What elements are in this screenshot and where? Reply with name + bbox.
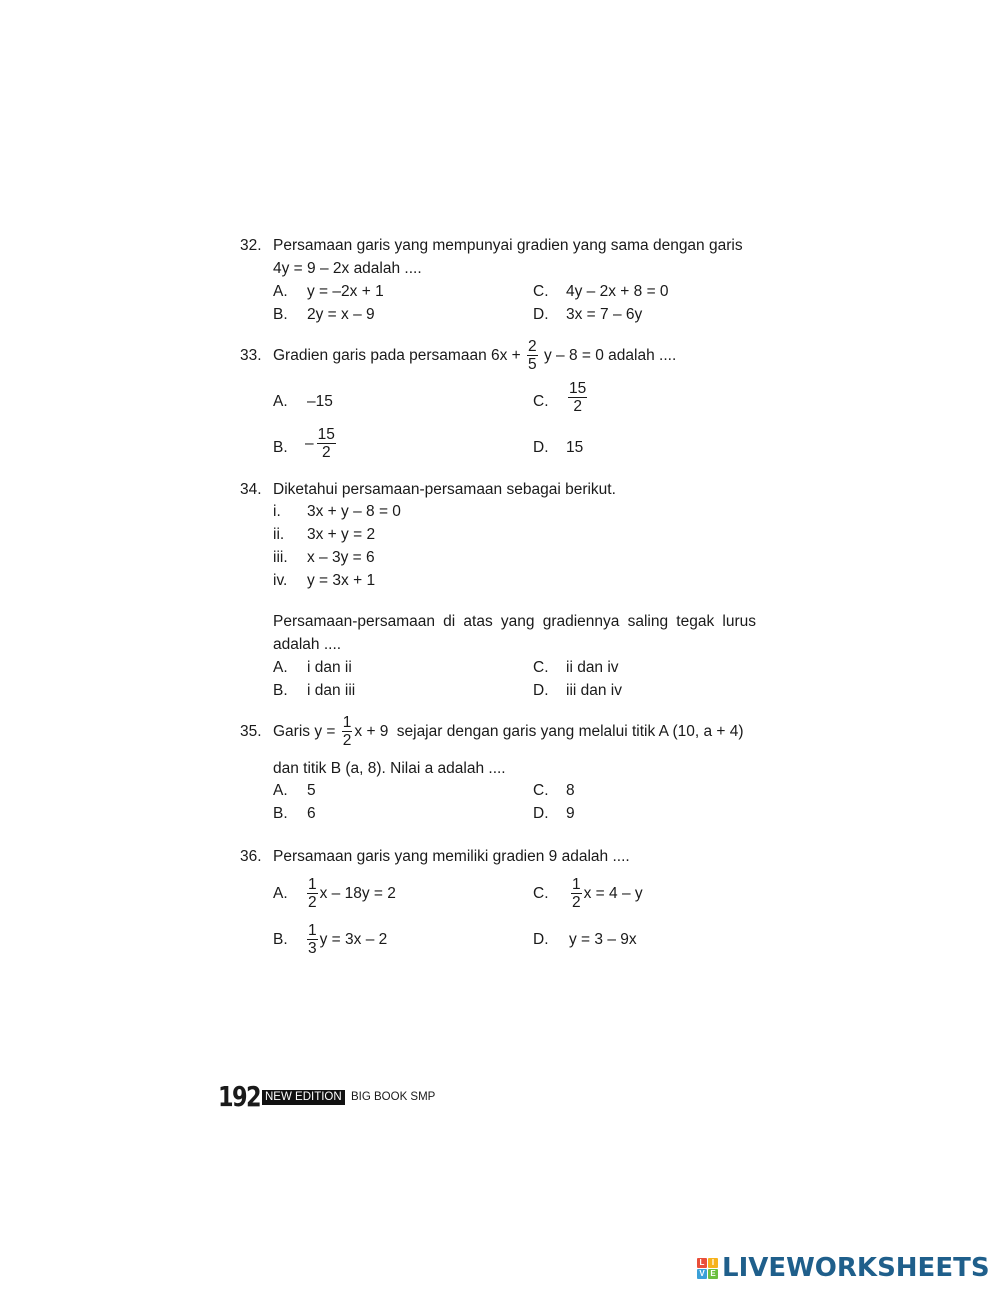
fraction-numerator: 15 bbox=[317, 426, 335, 443]
logo-tile: I bbox=[708, 1258, 718, 1268]
option-a-label: A. bbox=[273, 659, 288, 676]
logo-tiles-icon bbox=[697, 1258, 718, 1279]
liveworksheets-logo bbox=[697, 1253, 990, 1283]
option-d-label: D. bbox=[533, 306, 549, 323]
fraction-denominator: 2 bbox=[342, 732, 352, 750]
question-number: 35. bbox=[240, 723, 262, 740]
option-b-label: B. bbox=[273, 931, 288, 948]
statement-equation: x – 3y = 6 bbox=[307, 549, 375, 566]
logo-tile: V bbox=[697, 1269, 707, 1279]
question-line1: Persamaan-persamaan di atas yang gradiennya saling tegak lurus bbox=[273, 613, 756, 630]
fraction bbox=[317, 426, 336, 461]
option-d-text: 15 bbox=[566, 439, 584, 456]
option-c-label: C. bbox=[533, 659, 549, 676]
fraction-numerator: 1 bbox=[342, 714, 352, 732]
fraction-numerator: 1 bbox=[572, 876, 581, 894]
edition-badge: NEW EDITION bbox=[262, 1090, 345, 1105]
option-b-label: B. bbox=[273, 682, 288, 699]
fraction-denominator: 2 bbox=[317, 443, 336, 461]
fraction-denominator: 2 bbox=[568, 397, 587, 415]
stem-text-post: sejajar dengan garis yang melalui titik A (10, a + 4) bbox=[396, 723, 744, 740]
question-stem bbox=[273, 335, 676, 377]
fraction-denominator: 2 bbox=[308, 894, 317, 912]
option-b-label: B. bbox=[273, 306, 288, 323]
option-b-text: i dan iii bbox=[307, 682, 356, 699]
fraction bbox=[307, 922, 318, 957]
option-c-text: ii dan iv bbox=[566, 659, 619, 676]
fraction-denominator: 2 bbox=[572, 894, 581, 912]
option-b-text: 2y = x – 9 bbox=[307, 306, 375, 323]
option-c-label: C. bbox=[533, 782, 549, 799]
stem-text-pre: Gradien garis pada persamaan 6x + bbox=[273, 347, 521, 364]
question-stem-line2: 4y = 9 – 2x adalah .... bbox=[273, 260, 422, 277]
option-c-text: 8 bbox=[566, 782, 575, 799]
option-c-fraction bbox=[566, 380, 589, 415]
fraction bbox=[571, 876, 582, 911]
fraction bbox=[307, 876, 318, 911]
option-d-text: iii dan iv bbox=[566, 682, 622, 699]
question-stem-line1: Persamaan garis yang mempunyai gradien yang sama dengan garis bbox=[273, 237, 743, 254]
option-b-expression bbox=[305, 919, 387, 961]
statement-equation: 3x + y – 8 = 0 bbox=[307, 503, 401, 520]
logo-text: LIVEWORKSHEETS bbox=[722, 1253, 990, 1283]
minus-sign: – bbox=[305, 435, 314, 452]
option-b-label: B. bbox=[273, 805, 288, 822]
statement-equation: 3x + y = 2 bbox=[307, 526, 376, 543]
option-a-text: i dan ii bbox=[307, 659, 352, 676]
option-b-fraction bbox=[305, 426, 338, 461]
option-d-text: y = 3 – 9x bbox=[569, 931, 637, 948]
statement-equation: y = 3x + 1 bbox=[307, 572, 376, 589]
option-c-text: 4y – 2x + 8 = 0 bbox=[566, 283, 669, 300]
page-number: 192 bbox=[218, 1080, 260, 1113]
option-a-label: A. bbox=[273, 283, 288, 300]
statement-roman: iii. bbox=[273, 549, 288, 566]
fraction-numerator: 2 bbox=[528, 338, 537, 356]
stem-text-pre: Garis y = bbox=[273, 723, 336, 740]
fraction-denominator: 5 bbox=[528, 356, 537, 374]
question-stem: Diketahui persamaan-persamaan sebagai berikut. bbox=[273, 481, 616, 498]
statement-roman: i. bbox=[273, 503, 281, 520]
question-number: 32. bbox=[240, 237, 262, 254]
option-d-label: D. bbox=[533, 931, 549, 948]
expression-rest: x = 4 – y bbox=[583, 885, 643, 902]
logo-tile: E bbox=[708, 1269, 718, 1279]
option-a-text: y = –2x + 1 bbox=[307, 283, 384, 300]
book-title: BIG BOOK SMP bbox=[351, 1091, 436, 1103]
logo-tile: L bbox=[697, 1258, 707, 1268]
fraction bbox=[568, 380, 587, 415]
expression-rest: y = 3x – 2 bbox=[319, 931, 388, 948]
fraction bbox=[527, 338, 538, 373]
option-d-label: D. bbox=[533, 682, 549, 699]
question-number: 36. bbox=[240, 848, 262, 865]
question-line2: adalah .... bbox=[273, 636, 342, 653]
option-a-label: A. bbox=[273, 885, 288, 902]
statement-roman: ii. bbox=[273, 526, 285, 543]
option-c-label: C. bbox=[533, 885, 549, 902]
option-d-label: D. bbox=[533, 439, 549, 456]
question-line2: dan titik B (a, 8). Nilai a adalah .... bbox=[273, 760, 506, 777]
statement-roman: iv. bbox=[273, 572, 288, 589]
option-a-text: –15 bbox=[307, 393, 333, 410]
question-stem bbox=[273, 711, 744, 753]
option-a-label: A. bbox=[273, 393, 288, 410]
fraction-numerator: 1 bbox=[308, 876, 317, 894]
option-c-expression bbox=[569, 873, 643, 915]
option-b-text: 6 bbox=[307, 805, 316, 822]
expression-rest: x – 18y = 2 bbox=[319, 885, 396, 902]
question-number: 33. bbox=[240, 347, 262, 364]
question-stem: Persamaan garis yang memiliki gradien 9 adalah .... bbox=[273, 848, 630, 865]
stem-text-mid: x + 9 bbox=[354, 723, 389, 740]
stem-text-post: y – 8 = 0 adalah .... bbox=[543, 347, 677, 364]
option-a-expression bbox=[305, 873, 396, 915]
option-c-label: C. bbox=[533, 393, 549, 410]
option-d-label: D. bbox=[533, 805, 549, 822]
option-d-text: 3x = 7 – 6y bbox=[566, 306, 643, 323]
option-b-label: B. bbox=[273, 439, 288, 456]
question-number: 34. bbox=[240, 481, 262, 498]
option-d-text: 9 bbox=[566, 805, 575, 822]
option-c-label: C. bbox=[533, 283, 549, 300]
fraction-denominator: 3 bbox=[308, 940, 317, 958]
option-a-label: A. bbox=[273, 782, 288, 799]
fraction-numerator: 1 bbox=[308, 922, 317, 940]
fraction bbox=[342, 714, 353, 749]
option-a-text: 5 bbox=[307, 782, 316, 799]
fraction-numerator: 15 bbox=[569, 380, 587, 397]
